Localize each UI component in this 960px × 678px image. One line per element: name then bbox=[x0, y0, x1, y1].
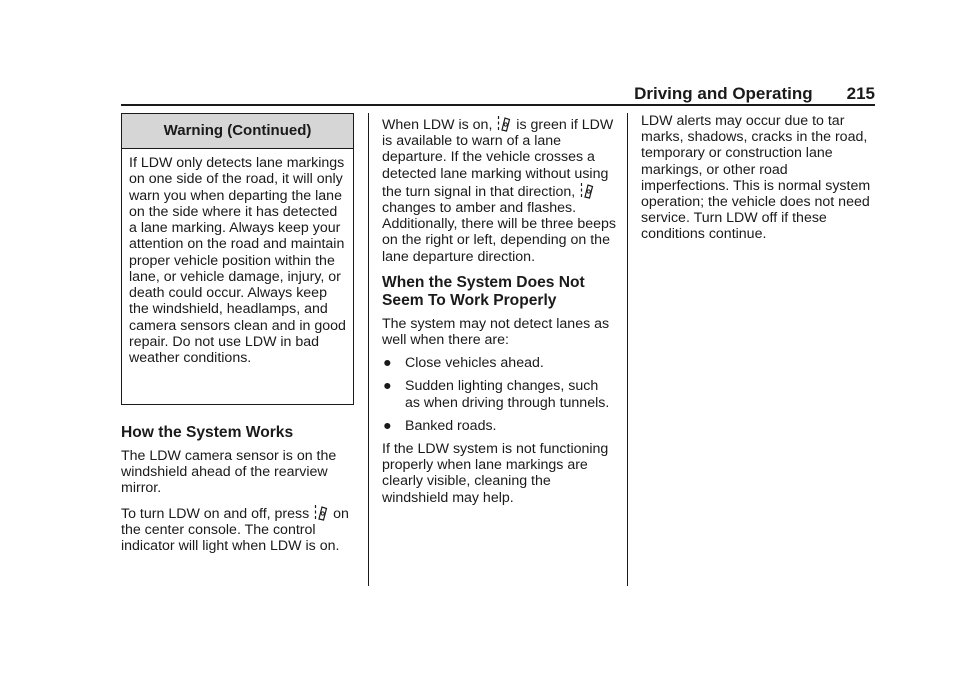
list-item-text: Sudden lighting changes, such as when driving through tunnels. bbox=[405, 378, 610, 411]
section-heading: How the System Works bbox=[121, 424, 294, 441]
text-run: When LDW is on, bbox=[382, 117, 493, 133]
bullet-list bbox=[382, 355, 616, 434]
column-divider bbox=[627, 113, 628, 586]
section-title: Driving and Operating bbox=[634, 84, 813, 103]
list-item-text: Close vehicles ahead. bbox=[405, 355, 544, 372]
list-item-text: Banked roads. bbox=[405, 417, 497, 434]
paragraph bbox=[121, 504, 357, 555]
text-run: is green if LDW is available to warn of a lane departure. If the vehicle crosses a detected lane marking without using the turn signal in that direction, bbox=[382, 117, 614, 200]
list-item bbox=[382, 378, 616, 410]
paragraph bbox=[382, 115, 616, 265]
warning-text: If LDW only detects lane markings on one side of the road, it will only warn you when departing the lane on the side where it has detected a lane marking. Always keep your attention on the road and maintain proper vehicle position within the lane, or vehicle damage, injury, or death could occur. Always keep the windshield, headlamps, and camera sensors clean and in good repair. Do not use LDW in bad weather conditions. bbox=[129, 155, 346, 366]
warning-title: Warning (Continued) bbox=[122, 114, 353, 149]
paragraph: LDW alerts may occur due to tar marks, shadows, cracks in the road, temporary or construction lane markings, or other road imperfections. This is normal system operation; the vehicle does not need service. Turn LDW off if these conditions continue. bbox=[641, 113, 871, 243]
paragraph: If the LDW system is not functioning properly when lane markings are clearly visible, cleaning the windshield may help. bbox=[382, 441, 609, 506]
list-item bbox=[382, 355, 616, 371]
lane-departure-warning-icon bbox=[580, 182, 594, 199]
page-number: 215 bbox=[846, 84, 875, 103]
paragraph: The LDW camera sensor is on the windshield ahead of the rearview mirror. bbox=[121, 448, 337, 497]
text-run: on the center console. The control indicator will light when LDW is on. bbox=[121, 505, 349, 555]
text-run: changes to amber and flashes. Additionally, there will be three beeps on the right or left, depending on the lane departure direction. bbox=[382, 200, 616, 265]
column-3 bbox=[641, 113, 879, 250]
column-2 bbox=[382, 115, 616, 513]
bullet-marker: ● bbox=[383, 378, 392, 395]
lane-departure-warning-icon bbox=[314, 504, 328, 521]
list-item bbox=[382, 418, 616, 434]
paragraph: The system may not detect lanes as well when there are: bbox=[382, 315, 610, 349]
bullet-marker: ● bbox=[383, 417, 392, 434]
column-divider bbox=[368, 113, 369, 586]
section-heading: When the System Does Not Seem To Work Properly bbox=[382, 273, 585, 309]
warning-box bbox=[121, 113, 354, 405]
bullet-marker: ● bbox=[383, 355, 392, 372]
lane-departure-warning-icon bbox=[497, 115, 511, 132]
column-1-lower bbox=[121, 424, 357, 561]
header-rule bbox=[121, 104, 875, 106]
page-header bbox=[121, 84, 875, 104]
text-run: To turn LDW on and off, press bbox=[121, 505, 310, 522]
